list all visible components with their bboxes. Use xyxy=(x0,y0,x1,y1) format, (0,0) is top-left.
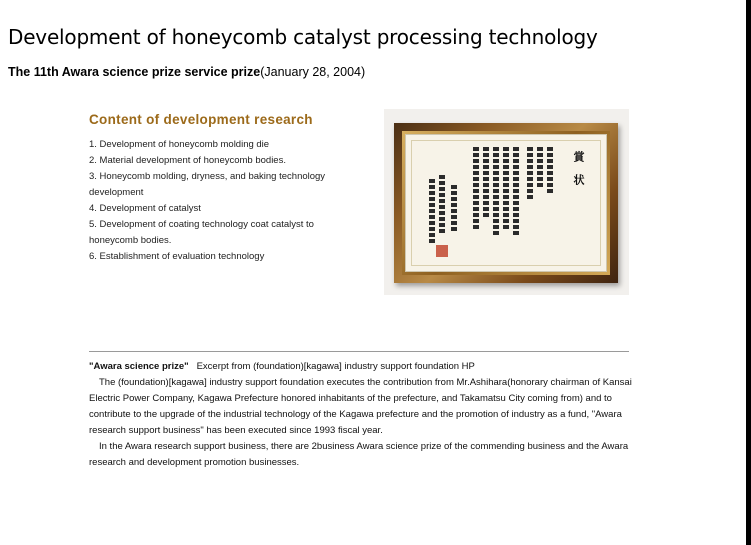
certificate-photo xyxy=(384,109,629,295)
certificate-text-column xyxy=(428,179,436,245)
certificate xyxy=(405,134,607,272)
content-heading: Content of development research xyxy=(89,112,313,127)
certificate-text-column xyxy=(502,147,510,231)
list-item: 5. Development of coating technology coat catalyst to honeycomb bodies. xyxy=(89,219,314,246)
certificate-text-column xyxy=(472,147,480,231)
prize-date: (January 28, 2004) xyxy=(260,65,366,79)
prize-line xyxy=(8,65,365,79)
certificate-text-column xyxy=(492,147,500,237)
list-item: 1. Development of honeycomb molding die xyxy=(89,139,270,150)
certificate-text-column xyxy=(482,147,490,219)
certificate-text-column xyxy=(546,147,554,195)
list-item: 4. Development of catalyst xyxy=(89,203,201,214)
certificate-title: 賞 状 xyxy=(572,151,585,189)
list-item: 3. Honeycomb molding, dryness, and baking technology development xyxy=(89,171,326,198)
certificate-text-column xyxy=(526,147,534,201)
about-paragraph: The (foundation)[kagawa] industry support foundation executes the contribution from Mr.Ashihara(honorary chairman of Kansai Electric Power Company, Kagawa Prefecture honored inhabitants of the prefecture, and Takamatsu City coming from) and to contribute to the upgrade of the industrial technology of the Kagawa prefecture and the promotion of industry as a fund, "Awara research support business" has been executed since 1993 fiscal year. xyxy=(89,377,632,436)
page-title: Development of honeycomb catalyst processing technology xyxy=(8,25,598,49)
about-prize-name: "Awara science prize" xyxy=(89,361,189,372)
certificate-text-column xyxy=(450,185,458,233)
about-source: Excerpt from (foundation)[kagawa] industry support foundation HP xyxy=(196,361,475,372)
certificate-text-column xyxy=(438,175,446,235)
certificate-text-column xyxy=(512,147,520,237)
about-header xyxy=(89,359,634,375)
list-item: 6. Establishment of evaluation technology xyxy=(89,251,265,262)
list-item: 2. Material development of honeycomb bodies. xyxy=(89,155,286,166)
about-section xyxy=(89,359,634,471)
window-edge xyxy=(746,0,751,545)
picture-frame xyxy=(394,123,618,283)
prize-name: The 11th Awara science prize service prize xyxy=(8,65,261,79)
seal-stamp xyxy=(436,245,448,257)
content-list xyxy=(89,137,351,265)
about-paragraph: In the Awara research support business, there are 2business Awara science prize of the commending business and the Awara research and development promotion businesses. xyxy=(89,441,629,468)
divider xyxy=(89,351,629,352)
certificate-text-column xyxy=(536,147,544,189)
